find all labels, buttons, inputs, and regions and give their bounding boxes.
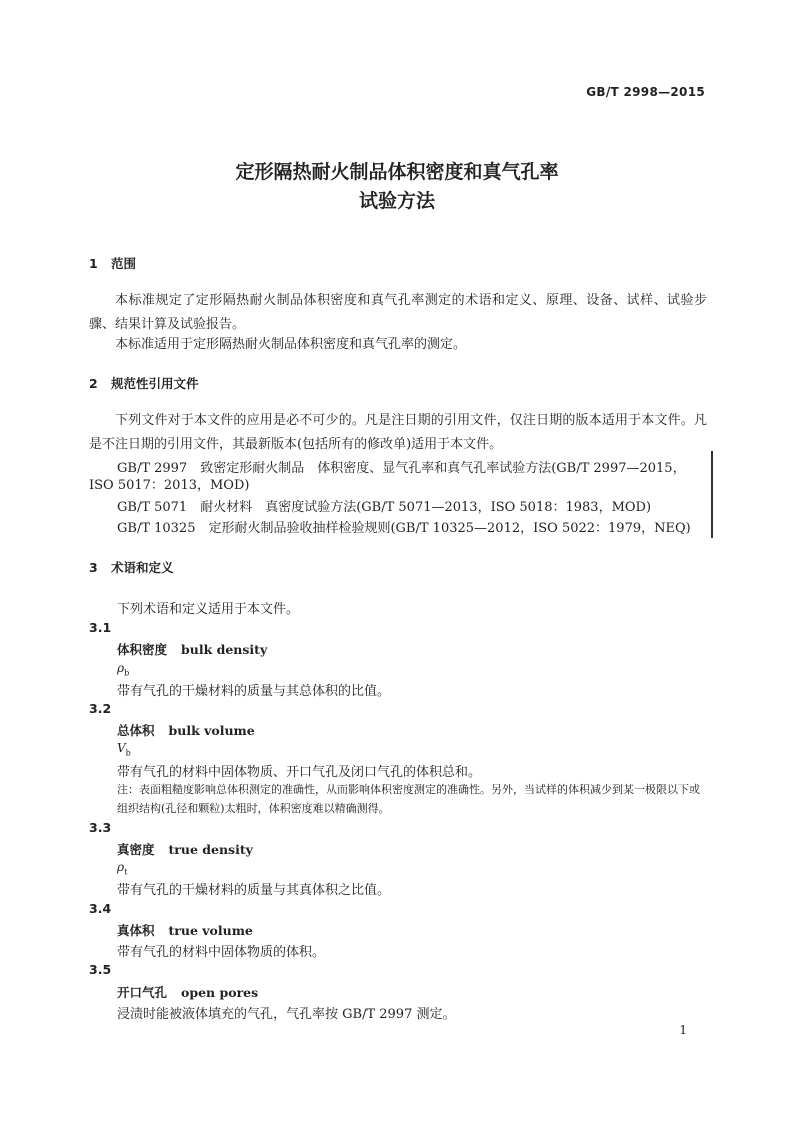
term-zh: 体积密度 [117, 642, 168, 657]
term-number: 3.3 [89, 820, 112, 835]
section-number: 1 [89, 256, 98, 271]
section-number: 2 [89, 376, 98, 391]
paragraph: 本标准适用于定形隔热耐火制品体积密度和真气孔率的测定。 [115, 337, 467, 352]
term-number: 3.5 [89, 962, 112, 977]
term-definition: 带有气孔的干燥材料的质量与其总体积的比值。 [117, 684, 391, 699]
section-title: 术语和定义 [111, 560, 174, 575]
symbol-subscript: b [125, 748, 131, 758]
term-number: 3.1 [89, 620, 112, 635]
section-title: 规范性引用文件 [111, 376, 199, 391]
term-definition: 浸渍时能被液体填充的气孔，气孔率按 GB/T 2997 测定。 [117, 1007, 456, 1022]
reference-item: GB/T 2997 致密定形耐火制品 体积密度、显气孔率和真气孔率试验方法(GB/T 2997—2015， [117, 461, 686, 476]
term-heading [117, 721, 255, 739]
page-number: 1 [679, 1023, 687, 1037]
term-definition: 带有气孔的材料中固体物质的体积。 [117, 945, 326, 960]
symbol-subscript: b [124, 668, 130, 678]
term-heading [117, 640, 267, 658]
reference-item: GB/T 10325 定形耐火制品验收抽样检验规则(GB/T 10325—2012，ISO 5022：1979，NEQ) [117, 521, 691, 536]
term-en: bulk volume [168, 723, 255, 738]
section-title: 范围 [111, 256, 137, 271]
term-definition: 带有气孔的干燥材料的质量与其真体积之比值。 [117, 883, 391, 898]
document-title-line1: 定形隔热耐火制品体积密度和真气孔率 [235, 161, 559, 183]
term-definition: 带有气孔的材料中固体物质、开口气孔及闭口气孔的体积总和。 [117, 765, 482, 780]
term-zh: 开口气孔 [117, 985, 168, 1000]
section-heading-scope [89, 254, 136, 272]
term-en: true density [168, 842, 253, 857]
document-title-line2: 试验方法 [358, 190, 435, 212]
reference-item: GB/T 5071 耐火材料 真密度试验方法(GB/T 5071—2013，ISO 5018：1983，MOD) [117, 500, 652, 515]
term-number: 3.4 [89, 901, 112, 916]
symbol-base: V [117, 741, 126, 755]
paragraph: 下列文件对于本文件的应用是必不可少的。凡是注日期的引用文件，仅注日期的版本适用于本文件。凡是不注日期的引用文件，其最新版本(包括所有的修改单)适用于本文件。 [89, 413, 707, 452]
standard-number: GB/T 2998—2015 [586, 85, 705, 99]
term-heading [117, 983, 258, 1001]
reference-item-continued: ISO 5017：2013，MOD) [89, 478, 250, 493]
term-en: open pores [181, 985, 259, 1000]
term-zh: 真密度 [117, 842, 155, 857]
term-zh: 总体积 [117, 723, 155, 738]
term-number: 3.2 [89, 701, 112, 716]
section-number: 3 [89, 560, 98, 575]
paragraph: 本标准规定了定形隔热耐火制品体积密度和真气孔率测定的术语和定义、原理、设备、试样、试验步骤、结果计算及试验报告。 [89, 293, 707, 332]
terms-intro: 下列术语和定义适用于本文件。 [117, 602, 300, 617]
term-zh: 真体积 [117, 923, 155, 938]
symbol-base: ρ [117, 860, 125, 874]
term-heading [117, 921, 253, 939]
revision-bar [711, 451, 713, 538]
term-heading [117, 840, 253, 858]
note-label: 注： [117, 783, 139, 796]
term-symbol [117, 741, 131, 757]
term-note [117, 780, 707, 818]
section-heading-normative-references [89, 374, 199, 392]
term-symbol [117, 860, 127, 876]
term-en: true volume [168, 923, 253, 938]
note-text: 表面粗糙度影响总体积测定的准确性，从而影响体积密度测定的准确性。另外，当试样的体积减少到某一极限以下或组织结构(孔径和颗粒)太粗时，体积密度难以精确测得。 [117, 783, 700, 815]
term-en: bulk density [181, 642, 268, 657]
term-symbol [117, 661, 129, 677]
symbol-base: ρ [117, 661, 125, 675]
symbol-subscript: t [124, 867, 128, 877]
section-heading-terms-definitions [89, 558, 174, 576]
